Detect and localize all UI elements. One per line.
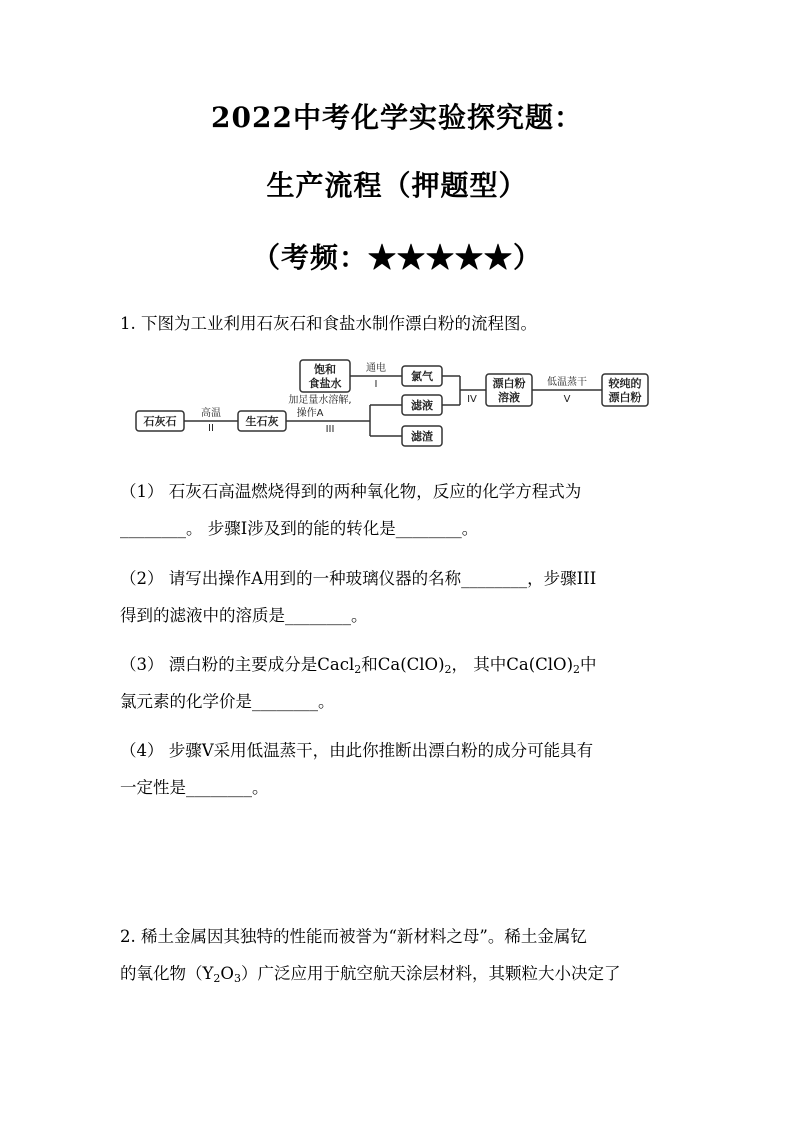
box-limestone: 石灰石 xyxy=(143,415,177,428)
q1-part3-line2: 氯元素的化学价是________。 xyxy=(120,692,335,711)
q2-text-c: ）广泛应用于航空航天涂层材料，其颗粒大小决定了 xyxy=(240,964,621,983)
label-step-iii: III xyxy=(325,424,335,435)
q2-text-b: O xyxy=(220,964,234,983)
page-title: 2022中考化学实验探究题： xyxy=(211,101,583,134)
subscript: 2 xyxy=(213,972,221,985)
q1-part3-text-a: （3） 漂白粉的主要成分是Cacl xyxy=(120,655,355,674)
q1-part3-text-d: 中 xyxy=(580,655,597,674)
box-brine-line2: 食盐水 xyxy=(308,377,342,390)
q1-part4-line2: 一定性是________。 xyxy=(120,778,269,797)
frequency-rating: （考频：★★★★★） xyxy=(251,241,542,274)
q1-part1-line1: （1） 石灰石高温燃烧得到的两种氧化物，反应的化学方程式为 xyxy=(120,482,582,501)
label-step-iv: IV xyxy=(467,394,477,405)
box-filtrate: 滤液 xyxy=(411,399,433,412)
box-product-line1: 较纯的 xyxy=(608,377,642,390)
box-brine-line1: 饱和 xyxy=(314,363,336,376)
label-dry: 低温蒸干 xyxy=(547,377,587,388)
question-2-line1: 2. 稀土金属因其独特的性能而被誉为“新材料之母”。稀土金属钇 xyxy=(120,927,587,946)
question-2-line2 xyxy=(120,960,620,985)
label-electrolysis: 通电 xyxy=(366,363,386,374)
subscript: 2 xyxy=(354,663,362,676)
label-high-temp: 高温 xyxy=(201,408,221,419)
label-step-i: I xyxy=(374,379,378,390)
label-step-ii: II xyxy=(208,423,214,434)
box-product-line2: 漂白粉 xyxy=(608,391,642,404)
label-step-v: V xyxy=(563,394,571,405)
q1-part4-line1: （4） 步骤V采用低温蒸干，由此你推断出漂白粉的成分可能具有 xyxy=(120,741,594,760)
subscript: 3 xyxy=(233,972,241,985)
box-solution-line1: 漂白粉 xyxy=(492,377,526,390)
page-subtitle: 生产流程（押题型） xyxy=(266,169,528,202)
q1-part1-line2: ________。 步骤Ⅰ涉及到的能的转化是________。 xyxy=(120,519,479,538)
q1-part3-line1 xyxy=(120,651,597,676)
q1-part2-line2: 得到的滤液中的溶质是________。 xyxy=(120,606,368,625)
q1-part2-line1: （2） 请写出操作A用到的一种玻璃仪器的名称________，步骤III xyxy=(120,569,597,588)
subscript: 2 xyxy=(573,663,581,676)
box-chlorine: 氯气 xyxy=(411,370,433,383)
subscript: 2 xyxy=(444,663,452,676)
q1-part3-text-b: 和Ca(ClO) xyxy=(361,655,445,674)
q2-text-a: 的氧化物（Y xyxy=(120,964,214,983)
label-operation-a: 操作A xyxy=(296,408,324,419)
question-1-intro: 1. 下图为工业利用石灰石和食盐水制作漂白粉的流程图。 xyxy=(120,314,537,333)
box-quicklime: 生石灰 xyxy=(245,415,279,428)
label-dissolve: 加足量水溶解, xyxy=(288,395,352,406)
process-flow-diagram xyxy=(130,350,660,450)
q1-part3-text-c: ， 其中Ca(ClO) xyxy=(451,655,574,674)
box-solution-line2: 溶液 xyxy=(498,391,520,404)
box-residue: 滤渣 xyxy=(411,430,433,443)
